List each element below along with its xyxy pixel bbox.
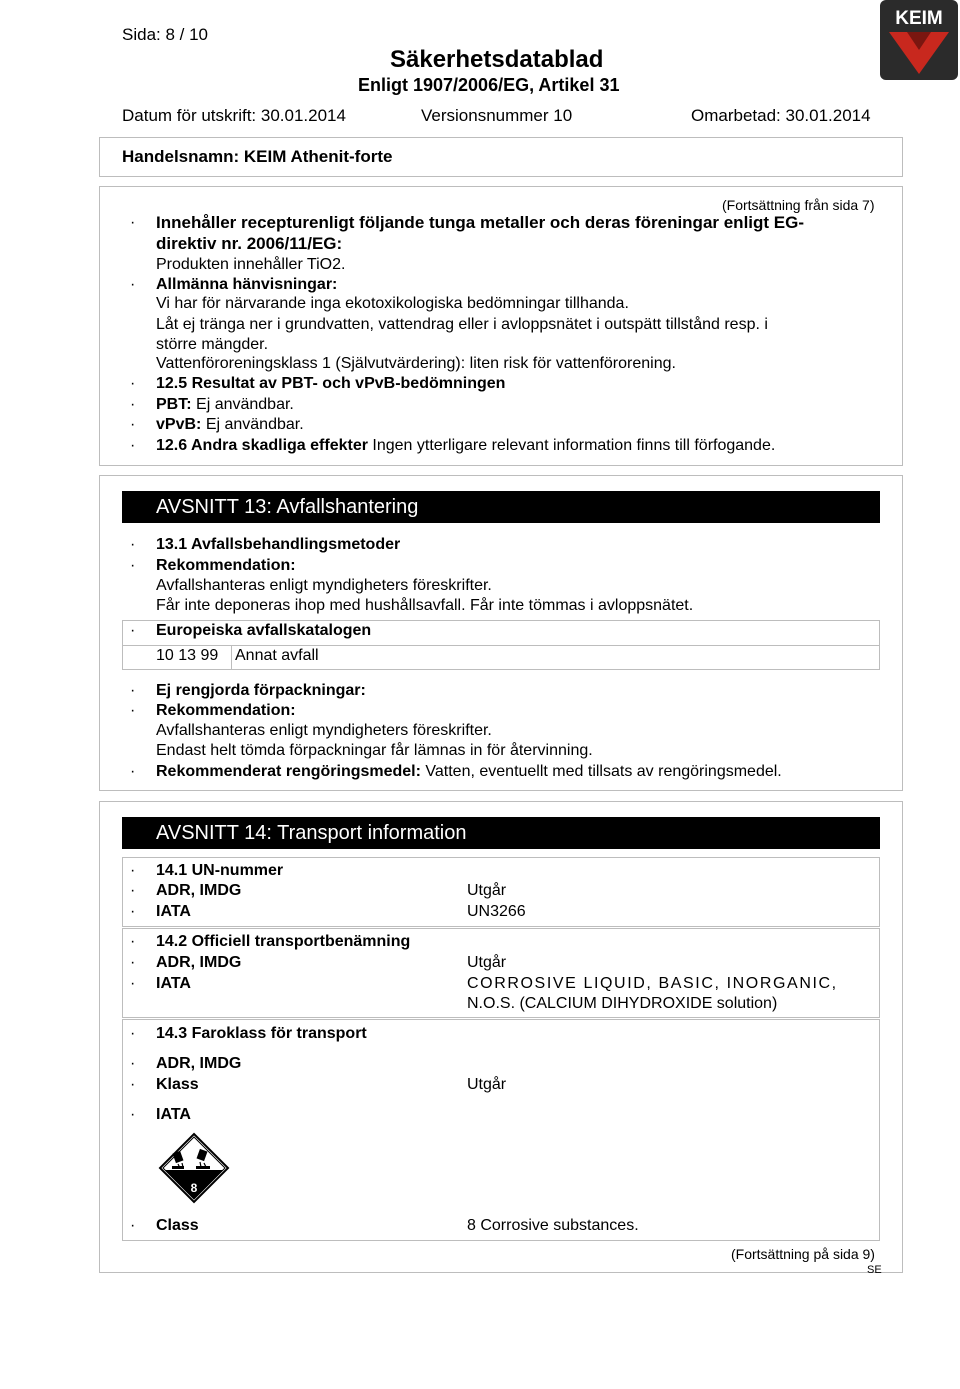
logo-text: KEIM xyxy=(895,8,943,29)
pbt-label: PBT: xyxy=(156,396,192,413)
pbt-row xyxy=(156,395,294,415)
bullet: · xyxy=(130,702,136,719)
recommendation-text-1: Avfallshanteras enligt myndigheters föreskrifter. xyxy=(156,577,492,594)
waste-code: 10 13 99 xyxy=(156,647,219,664)
waste-name: Annat avfall xyxy=(235,647,319,664)
hazard-iata-label: IATA xyxy=(156,1106,191,1123)
general-text-1: Vi har för närvarande inga ekotoxikologiska bedömningar tillhanda. xyxy=(156,295,629,312)
heavy-metals-label-1: Innehåller recepturenligt följande tunga metaller och deras föreningar enligt EG- xyxy=(156,213,805,232)
vpvb-value: Ej användbar. xyxy=(205,416,304,433)
bullet: · xyxy=(130,396,136,413)
recommendation-2-label: Rekommendation: xyxy=(156,702,296,719)
hazard-class-block xyxy=(122,1019,880,1241)
bullet: · xyxy=(130,903,136,920)
document-subtitle: Enligt 1907/2006/EG, Artikel 31 xyxy=(358,75,620,95)
bullet: · xyxy=(130,622,136,639)
shipping-adr-value: Utgår xyxy=(467,954,507,971)
bullet: · xyxy=(130,954,136,971)
un-adr-value: Utgår xyxy=(467,882,507,899)
shipping-iata-value-2: N.O.S. (CALCIUM DIHYDROXIDE solution) xyxy=(467,995,778,1012)
class-value: 8 Corrosive substances. xyxy=(467,1217,639,1234)
bullet: · xyxy=(130,862,136,879)
heavy-metals-label-2: direktiv nr. 2006/11/EG: xyxy=(156,234,343,253)
recommendation-label: Rekommendation: xyxy=(156,557,296,574)
recommendation-text-2: Får inte deponeras ihop med hushållsavfall. Får inte tömmas i avloppsnätet. xyxy=(156,597,694,614)
hazard-class-heading: 14.3 Faroklass för transport xyxy=(156,1025,367,1042)
bullet: · xyxy=(130,1025,136,1042)
bullet: · xyxy=(130,375,136,392)
disposal-methods-heading: 13.1 Avfallsbehandlingsmetoder xyxy=(156,536,401,553)
bullet: · xyxy=(130,1076,136,1093)
bullet: · xyxy=(130,682,136,699)
class-label: Class xyxy=(156,1217,199,1234)
bullet: · xyxy=(130,416,136,433)
packaging-label: Ej rengjorda förpackningar: xyxy=(156,682,366,699)
cleaning-value: Vatten, eventuellt med tillsats av rengöringsmedel. xyxy=(425,763,782,780)
waste-catalog-label: Europeiska avfallskatalogen xyxy=(156,622,372,639)
document-title: Säkerhetsdatablad xyxy=(390,46,604,73)
general-text-4: Vattenföroreningsklass 1 (Självutvärdering): liten risk för vattenförorening. xyxy=(156,355,676,372)
heavy-metals-text: Produkten innehåller TiO2. xyxy=(156,256,346,273)
bullet: · xyxy=(130,437,136,454)
general-label: Allmänna hänvisningar: xyxy=(156,276,338,293)
other-effects-value: Ingen ytterligare relevant information finns till förfogande. xyxy=(372,437,776,454)
general-text-3: större mängder. xyxy=(156,336,269,353)
bullet: · xyxy=(130,1106,136,1123)
recommendation-2-text-2: Endast helt tömda förpackningar får lämnas in för återvinning. xyxy=(156,742,593,759)
svg-text:8: 8 xyxy=(190,1181,198,1195)
revision-date: Omarbetad: 30.01.2014 xyxy=(691,106,871,125)
bullet: · xyxy=(130,557,136,574)
corrosive-pictogram-icon xyxy=(158,1132,230,1204)
bullet: · xyxy=(130,882,136,899)
klass-value: Utgår xyxy=(467,1076,507,1093)
general-text-2: Låt ej tränga ner i grundvatten, vattendrag eller i avloppsnätet i outspätt tillstånd resp. i xyxy=(156,316,768,333)
section-13-title: AVSNITT 13: Avfallshantering xyxy=(122,491,880,523)
version-number: Versionsnummer 10 xyxy=(421,106,573,125)
hazard-adr-label: ADR, IMDG xyxy=(156,1055,242,1072)
pbt-value: Ej användbar. xyxy=(196,396,294,413)
shipping-adr-label: ADR, IMDG xyxy=(156,954,242,971)
bullet: · xyxy=(130,536,136,553)
shipping-iata-value-1: CORROSIVE LIQUID, BASIC, INORGANIC, xyxy=(467,975,838,992)
vpvb-label: vPvB: xyxy=(156,416,202,433)
trade-name: Handelsnamn: KEIM Athenit-forte xyxy=(122,147,393,166)
shipping-iata-label: IATA xyxy=(156,975,191,992)
pbt-heading: 12.5 Resultat av PBT- och vPvB-bedömningen xyxy=(156,375,506,392)
print-date: Datum för utskrift: 30.01.2014 xyxy=(122,106,346,125)
bullet: · xyxy=(130,214,136,231)
continued-to: (Fortsättning på sida 9) xyxy=(731,1246,875,1262)
shipping-name-heading: 14.2 Officiell transportbenämning xyxy=(156,933,411,950)
section-14-title: AVSNITT 14: Transport information xyxy=(122,817,880,849)
vpvb-row xyxy=(156,415,304,435)
keim-logo xyxy=(879,0,959,82)
bullet: · xyxy=(130,975,136,992)
trade-name-box xyxy=(99,137,903,177)
continued-from: (Fortsättning från sida 7) xyxy=(722,197,875,213)
cleaning-row xyxy=(156,762,782,782)
bullet: · xyxy=(130,933,136,950)
bullet: · xyxy=(130,763,136,780)
other-effects-label: 12.6 Andra skadliga effekter xyxy=(156,437,368,454)
klass-label: Klass xyxy=(156,1076,199,1093)
other-effects-row xyxy=(156,436,775,456)
un-number-heading: 14.1 UN-nummer xyxy=(156,862,284,879)
bullet: · xyxy=(130,1217,136,1234)
un-iata-label: IATA xyxy=(156,903,191,920)
cleaning-label: Rekommenderat rengöringsmedel: xyxy=(156,763,421,780)
un-iata-value: UN3266 xyxy=(467,903,526,920)
bullet: · xyxy=(130,276,136,293)
page-number: Sida: 8 / 10 xyxy=(122,25,209,44)
language-code: SE xyxy=(867,1264,882,1276)
un-adr-label: ADR, IMDG xyxy=(156,882,242,899)
bullet: · xyxy=(130,1055,136,1072)
recommendation-2-text-1: Avfallshanteras enligt myndigheters föreskrifter. xyxy=(156,722,492,739)
